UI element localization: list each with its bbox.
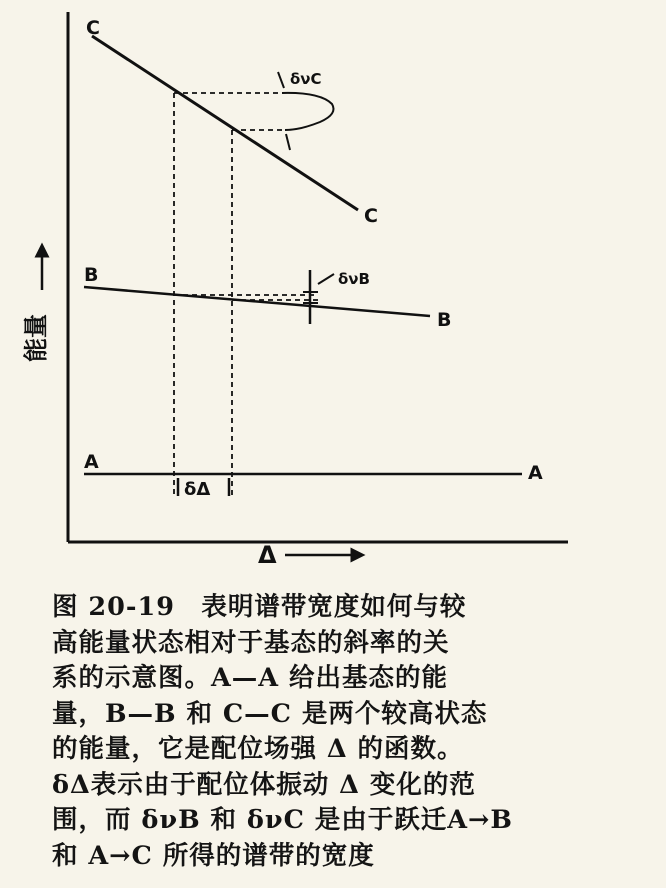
c-width-tick-bottom [286, 134, 290, 150]
line-a-end-label: A [528, 462, 543, 484]
line-b-start-label: B [84, 264, 99, 286]
caption-line: 高能量状态相对于基态的斜率的关 [52, 627, 450, 658]
delta-nu-b-label: δνB [338, 270, 370, 288]
line-b-end-label: B [437, 309, 452, 331]
c-width-brace [282, 93, 334, 130]
caption-line: 量，B—B 和 C—C 是两个较高状态 [52, 698, 488, 729]
delta-delta-label: δΔ [184, 479, 211, 500]
caption-line: 图 20-19 表明谱带宽度如何与较 [52, 592, 467, 622]
y-axis-label: 能量 [22, 314, 50, 362]
line-a-start-label: A [84, 451, 99, 473]
caption-line: 系的示意图。A—A 给出基态的能 [52, 663, 448, 693]
caption-line: δΔ表示由于配位体振动 Δ 变化的范 [52, 769, 476, 800]
caption-line: 围，而 δνB 和 δνC 是由于跃迁A→B [52, 805, 513, 835]
caption-line: 的能量，它是配位场强 Δ 的函数。 [52, 734, 464, 764]
x-axis-label: Δ [258, 541, 277, 569]
line-c-start-label: C [86, 17, 100, 39]
caption-line: 和 A→C 所得的谱带的宽度 [52, 840, 375, 871]
delta-nu-c-label: δνC [290, 70, 322, 88]
figure-caption [52, 590, 637, 874]
c-width-tick-top [278, 72, 284, 88]
line-c-end-label: C [364, 205, 378, 227]
line-b [84, 287, 430, 316]
b-width-pointer [318, 274, 334, 284]
